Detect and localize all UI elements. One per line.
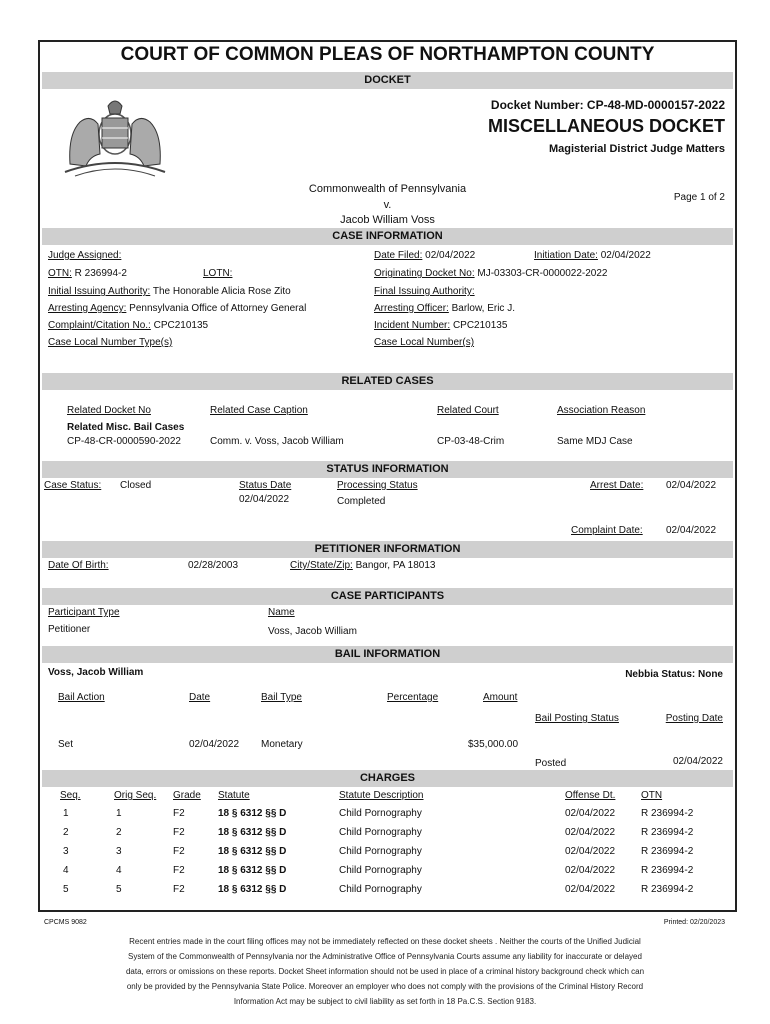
bail-type-header: Bail Type: [261, 692, 302, 703]
charge-description: Child Pornography: [339, 846, 422, 857]
charge-seq: 5: [63, 884, 69, 895]
docket-bar: DOCKET: [42, 72, 733, 89]
disclaimer: [60, 934, 710, 1009]
charge-offense-date-header: Offense Dt.: [565, 790, 616, 801]
bail-action-value: Set: [58, 739, 74, 750]
charge-seq: 3: [63, 846, 69, 857]
caption-line-3: Jacob William Voss: [340, 214, 435, 226]
charge-grade: F2: [173, 884, 185, 895]
charge-grade-header: Grade: [173, 790, 201, 801]
charge-offense-date: 02/04/2022: [565, 865, 616, 876]
city-state-zip: City/State/Zip: Bangor, PA 18013: [290, 560, 436, 571]
charge-statute: 18 § 6312 §§ D: [218, 865, 287, 876]
related-caption-header: Related Case Caption: [210, 405, 308, 416]
bail-person: Voss, Jacob William: [48, 667, 144, 678]
arresting-officer: Arresting Officer: Barlow, Eric J.: [374, 303, 515, 314]
charge-statute: 18 § 6312 §§ D: [218, 846, 287, 857]
printed-date: Printed: 02/20/2023: [663, 919, 725, 926]
related-court-value: CP-03-48-Crim: [437, 436, 505, 447]
table-row: [40, 808, 735, 824]
charge-grade: F2: [173, 827, 185, 838]
court-title: COURT OF COMMON PLEAS OF NORTHAMPTON COUNTY: [120, 44, 655, 65]
case-local-number: Case Local Number(s): [374, 337, 475, 348]
bail-type-value: Monetary: [261, 739, 303, 750]
otn: OTN: R 236994-2: [48, 268, 127, 279]
charge-orig-seq-header: Orig Seq.: [114, 790, 157, 801]
disclaimer-line: System of the Commonwealth of Pennsylvania nor the Administrative Office of Pennsylvania Courts assume any liability for inaccurate or delayed: [128, 952, 642, 961]
bail-date-value: 02/04/2022: [189, 739, 240, 750]
complaint-citation: Complaint/Citation No.: CPC210135: [48, 320, 209, 331]
bail-date-header: Date: [189, 692, 211, 703]
charge-grade: F2: [173, 846, 185, 857]
disclaimer-line: data, errors or omissions on these reports. Docket Sheet information should not be used in place of a criminal history background check which can: [125, 967, 645, 976]
related-group-label: Related Misc. Bail Cases: [67, 422, 185, 433]
charge-statute: 18 § 6312 §§ D: [218, 884, 287, 895]
final-issuing-authority: Final Issuing Authority:: [374, 286, 475, 297]
bail-percentage-header: Percentage: [387, 692, 439, 703]
charge-offense-date: 02/04/2022: [565, 808, 616, 819]
originating-docket: Originating Docket No: MJ-03303-CR-0000022-2022: [374, 268, 608, 279]
caption-line-2: v.: [383, 199, 392, 211]
charge-offense-date: 02/04/2022: [565, 846, 616, 857]
charge-otn: R 236994-2: [641, 865, 694, 876]
arresting-agency: Arresting Agency: Pennsylvania Office of Attorney General: [48, 303, 307, 314]
bail-amount-header: Amount: [483, 692, 518, 703]
charge-statute: 18 § 6312 §§ D: [218, 827, 287, 838]
form-id: CPCMS 9082: [44, 919, 87, 926]
charge-otn-header: OTN: [641, 790, 663, 801]
arrest-date-value: 02/04/2022: [666, 480, 717, 491]
pennsylvania-seal-icon: [50, 94, 180, 179]
initiation-date: Initiation Date: 02/04/2022: [534, 250, 651, 261]
participant-name-value: Voss, Jacob William: [268, 626, 357, 637]
petitioner-information-bar: PETITIONER INFORMATION: [42, 541, 733, 558]
bail-amount-value: $35,000.00: [468, 739, 519, 750]
charges-bar: CHARGES: [42, 770, 733, 787]
judge-label: Judge Assigned:: [48, 250, 122, 261]
charge-description: Child Pornography: [339, 884, 422, 895]
initial-issuing-authority: Initial Issuing Authority: The Honorable Alicia Rose Zito: [48, 286, 291, 297]
table-row: [40, 884, 735, 900]
charge-orig-seq: 3: [116, 846, 122, 857]
status-date-label: Status Date: [239, 480, 292, 491]
charge-description: Child Pornography: [339, 827, 422, 838]
table-row: [40, 827, 735, 843]
charge-orig-seq: 4: [116, 865, 122, 876]
charge-otn: R 236994-2: [641, 827, 694, 838]
bail-posting-date-value: 02/04/2022: [672, 756, 723, 767]
disclaimer-line: Recent entries made in the court filing offices may not be immediately reflected on these docket sheets . Neither the courts of the Unified Judicial: [129, 937, 641, 946]
charge-seq-header: Seq.: [60, 790, 81, 801]
charge-seq: 4: [63, 865, 69, 876]
case-information-bar: CASE INFORMATION: [42, 228, 733, 245]
association-reason-value: Same MDJ Case: [557, 436, 633, 447]
related-cases-bar: RELATED CASES: [42, 373, 733, 390]
status-information-bar: STATUS INFORMATION: [42, 461, 733, 478]
nebbia-status: Nebbia Status: None: [625, 669, 723, 680]
charge-description: Child Pornography: [339, 808, 422, 819]
bail-posting-date-header: Posting Date: [665, 713, 723, 724]
participant-name-header: Name: [268, 607, 295, 618]
bail-posting-status-value: Posted: [535, 758, 567, 769]
dob-value: 02/28/2003: [188, 560, 239, 571]
case-status-label: Case Status:: [44, 480, 102, 491]
charge-orig-seq: 5: [116, 884, 122, 895]
related-court-header: Related Court: [437, 405, 499, 416]
status-date-value: 02/04/2022: [239, 494, 290, 505]
charge-orig-seq: 1: [116, 808, 122, 819]
docket-subtype: Magisterial District Judge Matters: [548, 143, 725, 155]
charge-grade: F2: [173, 865, 185, 876]
related-docket-value: CP-48-CR-0000590-2022: [67, 436, 181, 447]
bail-information-bar: BAIL INFORMATION: [42, 646, 733, 663]
charge-statute-header: Statute: [218, 790, 250, 801]
complaint-date-value: 02/04/2022: [666, 525, 717, 536]
arrest-date-label: Arrest Date:: [590, 480, 644, 491]
disclaimer-line: only be provided by the Pennsylvania State Police. Moreover an employer who does not comply with the provisions of the Criminal History Record: [126, 982, 644, 991]
case-participants-bar: CASE PARTICIPANTS: [42, 588, 733, 605]
charge-grade: F2: [173, 808, 185, 819]
docket-sheet: [38, 40, 737, 912]
complaint-date-label: Complaint Date:: [571, 525, 643, 536]
participant-type-header: Participant Type: [48, 607, 120, 618]
charge-seq: 1: [63, 808, 69, 819]
processing-status-value: Completed: [337, 496, 386, 507]
charge-statute: 18 § 6312 §§ D: [218, 808, 287, 819]
processing-status-label: Processing Status: [337, 480, 418, 491]
charge-seq: 2: [63, 827, 69, 838]
incident-number: Incident Number: CPC210135: [374, 320, 508, 331]
caption-line-1: Commonwealth of Pennsylvania: [308, 183, 467, 195]
charge-otn: R 236994-2: [641, 846, 694, 857]
participant-type-value: Petitioner: [48, 624, 91, 635]
association-reason-header: Association Reason: [557, 405, 646, 416]
date-filed: Date Filed: 02/04/2022: [374, 250, 476, 261]
docket-type: MISCELLANEOUS DOCKET: [487, 116, 725, 136]
disclaimer-line: Information Act may be subject to civil liability as set forth in 18 Pa.C.S. Section 9183.: [233, 997, 537, 1006]
bail-posting-status-header: Bail Posting Status: [535, 713, 619, 724]
charge-offense-date: 02/04/2022: [565, 827, 616, 838]
lotn-label: LOTN:: [203, 268, 233, 279]
case-local-number-type: Case Local Number Type(s): [48, 337, 173, 348]
table-row: [40, 865, 735, 881]
charge-otn: R 236994-2: [641, 808, 694, 819]
charge-description: Child Pornography: [339, 865, 422, 876]
charge-offense-date: 02/04/2022: [565, 884, 616, 895]
docket-number: Docket Number: CP-48-MD-0000157-2022: [490, 98, 725, 112]
case-status-value: Closed: [120, 480, 152, 491]
related-docket-header: Related Docket No: [67, 405, 151, 416]
charge-orig-seq: 2: [116, 827, 122, 838]
page-number: Page 1 of 2: [673, 192, 725, 203]
table-row: [40, 846, 735, 862]
bail-action-header: Bail Action: [58, 692, 105, 703]
charge-description-header: Statute Description: [339, 790, 424, 801]
related-caption-value: Comm. v. Voss, Jacob William: [210, 436, 344, 447]
charge-otn: R 236994-2: [641, 884, 694, 895]
dob-label: Date Of Birth:: [48, 560, 109, 571]
